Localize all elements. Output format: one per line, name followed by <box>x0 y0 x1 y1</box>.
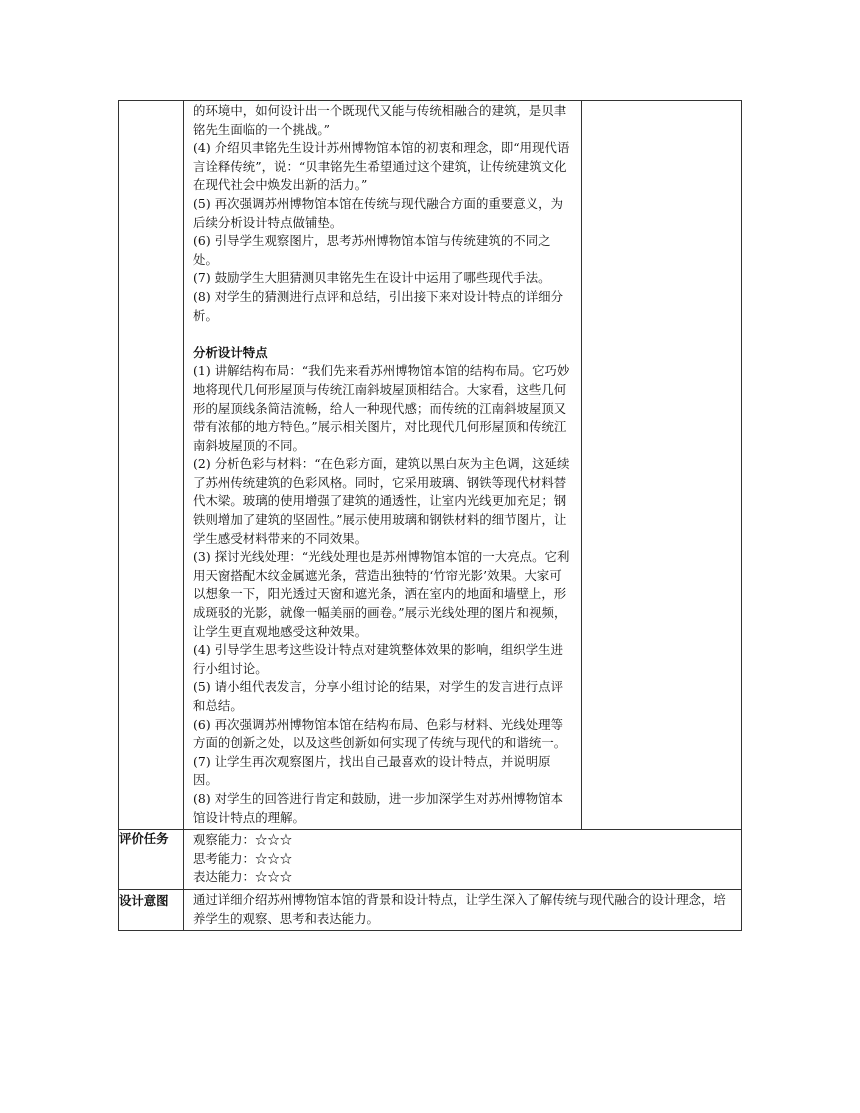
section-line: (1) 讲解结构布局：“我们先来看苏州博物馆本馆的结构布局。它巧妙地将现代几何形屋顶与传统江南斜坡屋顶相结合。大家看，这些几何形的屋顶线条简洁流畅，给人一种现代感；而传统的江南斜坡屋顶又带有浓郁的地方特色。”展示相关图片，对比现代几何形屋顶和传统江南斜坡屋顶的不同。 <box>193 363 570 453</box>
process-line: (7) 鼓励学生大胆猜测贝聿铭先生在设计中运用了哪些现代手法。 <box>193 270 551 286</box>
notes-cell <box>582 101 742 830</box>
evaluation-content <box>184 830 741 889</box>
process-line: 的环境中，如何设计出一个既现代又能与传统相融合的建筑，是贝聿铭先生面临的一个挑战。” <box>193 103 567 137</box>
process-label-cell <box>119 101 184 830</box>
section-line: (8) 对学生的回答进行肯定和鼓励，进一步加深学生对苏州博物馆本馆设计特点的理解。 <box>193 790 564 825</box>
intent-row <box>119 889 742 930</box>
section-line: (2) 分析色彩与材料：“在色彩方面，建筑以黑白灰为主色调，这延续了苏州传统建筑的色彩风格。同时，它采用玻璃、钢铁等现代材料替代木梁。玻璃的使用增强了建筑的通透性，让室内光线更加充足；钢铁则增加了建筑的坚固性。”展示使用玻璃和钢铁材料的细节图片，让学生感受材料带来的不同效果。 <box>193 456 570 546</box>
process-row <box>119 101 742 830</box>
evaluation-row <box>119 830 742 890</box>
evaluation-content-cell <box>184 830 742 890</box>
section-line: (7) 让学生再次观察图片，找出自己最喜欢的设计特点，并说明原因。 <box>193 753 551 788</box>
lesson-plan-table <box>118 100 742 931</box>
intent-content <box>184 890 741 930</box>
process-content <box>184 101 581 829</box>
intent-content-cell <box>184 889 742 930</box>
section-line: (3) 探讨光线处理：“光线处理也是苏州博物馆本馆的一大亮点。它利用天窗搭配木纹金属遮光条，营造出独特的‘竹帘光影’效果。大家可以想象一下，阳光透过天窗和遮光条，洒在室内的地面和墙壁上，形成斑驳的光影，就像一幅美丽的画卷。”展示光线处理的图片和视频，让学生更直观地感受这种效果。 <box>193 549 570 639</box>
intent-label: 设计意图 <box>119 889 184 930</box>
intent-text: 通过详细介绍苏州博物馆本馆的背景和设计特点，让学生深入了解传统与现代融合的设计理念，培养学生的观察、思考和表达能力。 <box>193 891 726 926</box>
section-title: 分析设计特点 <box>193 344 268 360</box>
evaluation-label: 评价任务 <box>119 830 184 890</box>
process-line: (5) 再次强调苏州博物馆本馆在传统与现代融合方面的重要意义，为后续分析设计特点做铺垫。 <box>193 195 564 230</box>
process-line: (4) 介绍贝聿铭先生设计苏州博物馆本馆的初衷和理念，即“用现代语言诠释传统”，说：“贝聿铭先生希望通过这个建筑，让传统建筑文化在现代社会中焕发出新的活力。” <box>193 140 570 193</box>
process-line: (8) 对学生的猜测进行点评和总结，引出接下来对设计特点的详细分析。 <box>193 288 564 323</box>
blank-line <box>193 325 573 344</box>
section-line: (6) 再次强调苏州博物馆本馆在结构布局、色彩与材料、光线处理等方面的创新之处，以及这些创新如何实现了传统与现代的和谐统一。 <box>193 716 567 751</box>
process-line: (6) 引导学生观察图片，思考苏州博物馆本馆与传统建筑的不同之处。 <box>193 233 551 267</box>
process-content-cell <box>184 101 582 830</box>
section-line: (5) 请小组代表发言，分享小组讨论的结果，对学生的发言进行点评和总结。 <box>193 679 564 713</box>
evaluation-item: 思考能力：☆☆☆ <box>193 850 293 866</box>
evaluation-item: 观察能力：☆☆☆ <box>193 832 293 848</box>
section-line: (4) 引导学生思考这些设计特点对建筑整体效果的影响，组织学生进行小组讨论。 <box>193 642 564 676</box>
evaluation-item: 表达能力：☆☆☆ <box>193 869 293 885</box>
